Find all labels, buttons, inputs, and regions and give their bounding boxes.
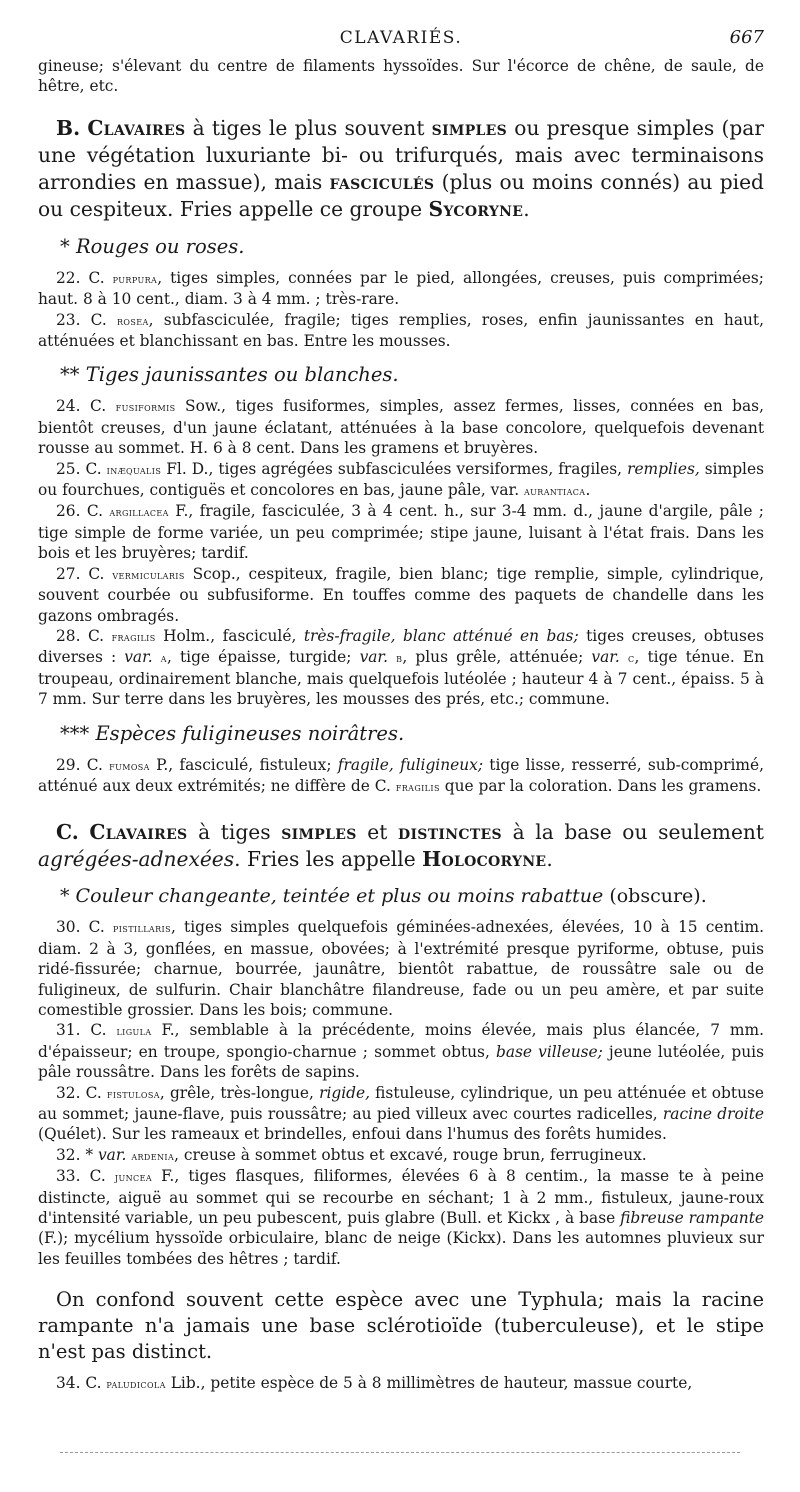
species-entry-31: 31. C. ligula F., semblable à la précédente, moins élevée, mais plus élancée, 7 mm. d'épaisseur; en troupe, spongio-charnue ; sommet obtus, base villeuse; jeune lutéolée, puis pâle roussâtre. Dans les forêts de sapins. xyxy=(38,1021,765,1082)
species-entry-27: 27. C. vermicularis Scop., cespiteux, fragile, bien blanc; tige remplie, simple, cylindrique, souvent courbée ou subfusiforme. En touffes comme des paquets de chandelle dans les gazons ombragés. xyxy=(38,564,764,625)
section-b-letter: B. xyxy=(56,115,81,140)
species-entry-23: 23. C. rosea, subfasciculée, fragile; tiges remplies, roses, enfin jaunissantes en haut, atténuées et blanchissant en bas. Entre les mousses. xyxy=(38,310,764,351)
running-title: CLAVARIÉS. xyxy=(339,28,463,48)
species-entry-29: 29. C. fumosa P., fasciculé, fistuleux; fragile, fuligineux; tige lisse, resserré, sub-comprimé, atténué aux deux extrémités; ne diffère de C. fragilis que par la coloration. Dans les gramens. xyxy=(38,755,764,795)
page-number: 667 xyxy=(729,27,764,48)
species-entry-28: 28. C. fragilis Holm., fasciculé, très-fragile, blanc atténué en bas; tiges creuses, obtuses diverses : var. a, tige épaisse, turgide; var. b, plus grêle, atténuée; var. c, tige ténue. En troupeau, ordinairement blanche, mais quelquefois lutéolée ; hauteur 4 à 7 cent., épaiss. 5 à 7 mm. Sur terre dans les bruyères, les mousses des prés, etc.; commune. xyxy=(38,626,764,709)
note-typhula: On confond souvent cette espèce avec une Typhula; mais la racine rampante n'a jamais une base sclérotioïde (tuberculeuse), et le stipe n'est pas distinct. xyxy=(38,1288,764,1364)
page-header xyxy=(38,0,764,56)
species-entry-34: 34. C. paludicola Lib., petite espèce de 5 à 8 millimètres de hauteur, massue courte, xyxy=(56,1374,693,1393)
species-entry-32: 32. C. fistulosa, grêle, très-longue, rigide, fistuleuse, cylindrique, un peu atténuée et obtuse au sommet; jaune-flave, puis roussâtre; au pied villeux avec courtes radicelles, racine droite (Quélet). Sur les rameaux et brindelles, enfoui dans l'humus des forêts humides. xyxy=(38,1083,764,1144)
section-c-heading: C. Clavaires à tiges simples et distinctes à la base ou seulement agrégées-adnexées. Fries les appelle Holocoryne. xyxy=(38,820,765,872)
species-entry-22: 22. C. purpura, tiges simples, connées par le pied, allongées, creuses, puis comprimées; haut. 8 à 10 cent., diam. 3 à 4 mm. ; très-rare. xyxy=(38,268,764,309)
section-c-letter: C. xyxy=(56,820,79,845)
species-entry-25: 25. C. inæqualis Fl. D., tiges agrégées subfasciculées versiformes, fragiles, remplies, simples ou fourchues, contiguës et concolores en bas, jaune pâle, var. aurantiaca. xyxy=(38,459,764,500)
species-entry-26: 26. C. argillacea F., fragile, fasciculée, 3 à 4 cent. h., sur 3-4 mm. d., jaune d'argile, pâle ; tige simple de forme variée, un peu comprimée; stipe jaune, luisant à l'état frais. Dans les bois et les bruyères; tardif. xyxy=(38,502,764,563)
category-heading-couleur: * Couleur changeante, teintée et plus ou moins rabattue (obscure). xyxy=(60,885,707,908)
category-heading-jaunissantes: ** Tiges jaunissantes ou blanches. xyxy=(60,363,399,387)
bottom-rule xyxy=(60,1452,740,1453)
species-entry-33: 33. C. juncea F., tiges flasques, filiformes, élevées 6 à 8 centim., la masse te à peine distincte, aiguë au sommet qui se recourbe en séchant; 1 à 2 mm., fistuleux, jaune-roux d'intensité variable, un peu pubescent, puis glabre (Bull. et Kickx , à base fibreuse rampante (F.); mycélium hyssoïde orbiculaire, blanc de neige (Kickx). Dans les automnes pluvieux sur les feuilles tombées des hêtres ; tardif. xyxy=(38,1167,764,1268)
category-heading-fuligineuses: *** Espèces fuligineuses noirâtres. xyxy=(60,721,405,745)
species-entry-24: 24. C. fusiformis Sow., tiges fusiformes, simples, assez fermes, lisses, connées en bas, bientôt creuses, d'un jaune éclatant, atténuées à la base concolore, quelquefois devenant rousse au sommet. H. 6 à 8 cent. Dans les gramens et bruyères. xyxy=(38,397,764,458)
species-entry-32-variety: 32. * var. ardenia, creuse à sommet obtus et excavé, rouge brun, ferrugineux. xyxy=(56,1145,647,1164)
paragraph-intro: gineuse; s'élevant du centre de filaments hyssoïdes. Sur l'écorce de chêne, de saule, de hêtre, etc. xyxy=(38,57,764,96)
category-heading-rouges: * Rouges ou roses. xyxy=(60,234,245,258)
species-entry-30: 30. C. pistillaris, tiges simples quelquefois géminées-adnexées, élevées, 10 à 15 centim. diam. 2 à 3, gonflées, en massue, obovées; à l'extrémité presque pyriforme, obtuse, puis ridé-fissurée; charnue, bourrée, jaunâtre, bientôt rabattue, de roussâtre sale ou de fuligineux, de sulfurin. Chair blanchâtre filandreuse, fade ou un peu amère, et par suite comestible grossier. Dans les bois; commune. xyxy=(38,918,764,1019)
section-b-heading: B. Clavaires à tiges le plus souvent simples ou presque simples (par une végétation luxuriante bi- ou trifurqués, mais avec terminaisons arrondies en massue), mais fasciculés (plus ou moins connés) au pied ou cespiteux. Fries appelle ce groupe Sycoryne. xyxy=(38,115,764,221)
